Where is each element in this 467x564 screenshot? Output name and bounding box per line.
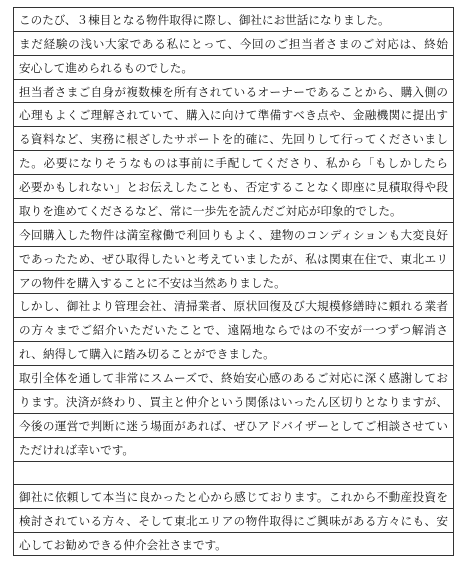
text-line xyxy=(14,56,453,80)
text-line xyxy=(14,438,453,462)
line-text: 安心して進められるものでした。 xyxy=(19,60,193,75)
testimonial-sheet xyxy=(13,7,454,556)
text-line xyxy=(14,151,453,175)
text-line xyxy=(14,247,453,271)
line-text: 今後の運営で判断に迷う場面があれば、ぜひアドバイザーとしてご相談させてい xyxy=(19,418,448,433)
text-line xyxy=(14,462,453,486)
line-text: れ、納得して購入に踏み切ることができました。 xyxy=(19,347,275,362)
line-text: であったため、ぜひ取得したいと考えていましたが、私は関東在住で、東北エリ xyxy=(19,251,448,266)
text-line xyxy=(14,485,453,509)
line-text: の方々までご紹介いただいたことで、遠隔地ならではの不安が一つずつ解消さ xyxy=(19,323,448,338)
line-text: 検討されている方々、そして東北エリアの物件取得にご興味がある方々にも、安 xyxy=(19,514,448,529)
text-line xyxy=(14,199,453,223)
line-text: 担当者さまご自身が複数棟を所有されているオーナーであることから、購入側の xyxy=(19,84,448,99)
line-text: た。必要になりそうなものは事前に手配してくださり、私から「もしかしたら xyxy=(19,156,448,171)
text-line xyxy=(14,175,453,199)
text-line xyxy=(14,390,453,414)
text-line xyxy=(14,294,453,318)
line-text: まだ経験の浅い大家である私にとって、今回のご担当者さまのご対応は、終始 xyxy=(19,36,448,51)
line-text: ります。決済が終わり、買主と仲介という関係はいったん区切りとなりますが、 xyxy=(19,394,448,409)
line-text: アの物件を購入することに不安は当然ありました。 xyxy=(19,275,286,290)
line-text: 必要かもしれない」とお伝えしたことも、否定することなく即座に見積取得や段 xyxy=(19,180,448,195)
line-text: 心理もよくご理解されていて、購入に向けて準備すべき点や、金融機関に提出す xyxy=(19,108,448,123)
text-line xyxy=(14,271,453,295)
text-line xyxy=(14,414,453,438)
text-line xyxy=(14,127,453,151)
line-text: 取りを進めてくださるなど、常に一歩先を読んだご対応が印象的でした。 xyxy=(19,203,402,218)
line-text: 心してお勧めできる仲介会社さまです。 xyxy=(19,538,227,553)
text-line xyxy=(14,8,453,32)
line-text: 御社に依頼して本当に良かったと心から感じております。これから不動産投資を xyxy=(19,490,448,505)
line-text: る資料など、実務に根ざしたサポートを的確に、先回りして行ってくださいまし xyxy=(19,132,448,147)
text-line xyxy=(14,103,453,127)
text-line xyxy=(14,533,453,557)
text-line xyxy=(14,223,453,247)
text-line xyxy=(14,318,453,342)
text-line xyxy=(14,80,453,104)
text-line xyxy=(14,32,453,56)
line-text: しかし、御社より管理会社、清掃業者、原状回復及び大規模修繕時に頼れる業者 xyxy=(19,299,448,314)
line-text: このたび、３棟目となる物件取得に際し、御社にお世話になりました。 xyxy=(19,13,390,27)
line-text: 取引全体を通して非常にスムーズで、終始安心感のあるご対応に深く感謝してお xyxy=(19,371,448,386)
text-line xyxy=(14,366,453,390)
line-text: ただければ幸いです。 xyxy=(19,442,135,457)
line-text: 今回購入した物件は満室稼働で利回りもよく、建物のコンディションも大変良好 xyxy=(19,227,448,242)
text-line xyxy=(14,509,453,533)
text-line xyxy=(14,342,453,366)
